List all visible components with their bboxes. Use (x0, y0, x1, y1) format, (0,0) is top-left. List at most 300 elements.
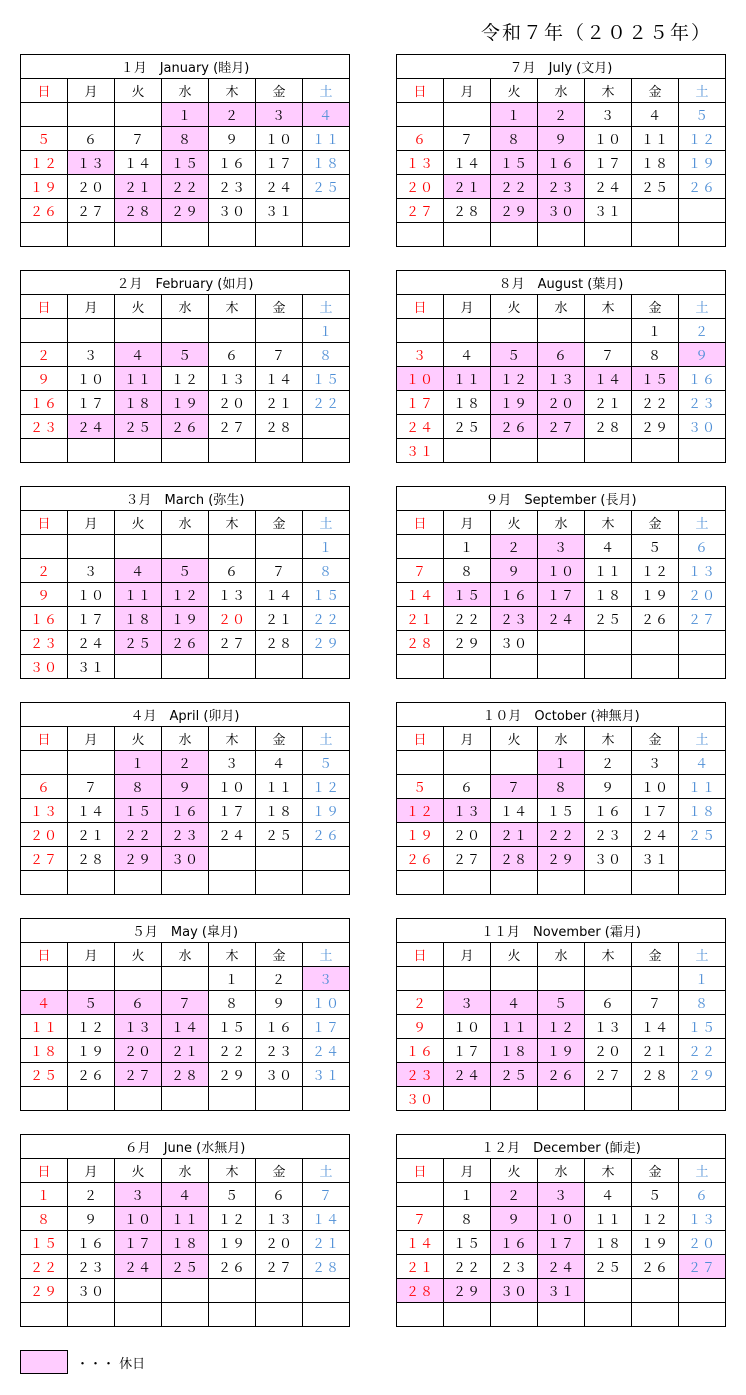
day-cell: ２２ (303, 607, 350, 631)
empty-cell (585, 223, 632, 247)
day-cell: １２ (162, 367, 209, 391)
weekday-header: 日 (397, 295, 444, 319)
day-cell: ３０ (68, 1279, 115, 1303)
day-cell: ２２ (303, 391, 350, 415)
day-cell: ５ (679, 103, 726, 127)
weekday-header: 土 (679, 79, 726, 103)
day-cell: ２６ (491, 415, 538, 439)
empty-cell (303, 199, 350, 223)
day-cell: ２４ (585, 175, 632, 199)
weekday-header: 月 (68, 295, 115, 319)
day-cell: １２ (209, 1207, 256, 1231)
weekday-header: 木 (585, 1159, 632, 1183)
weekday-header: 日 (21, 727, 68, 751)
empty-cell (209, 535, 256, 559)
weekday-header: 火 (491, 1159, 538, 1183)
day-cell: １ (444, 535, 491, 559)
empty-cell (585, 871, 632, 895)
day-cell: ３０ (397, 1087, 444, 1111)
empty-cell (303, 1279, 350, 1303)
empty-cell (162, 655, 209, 679)
empty-cell (162, 967, 209, 991)
day-cell: １２ (632, 1207, 679, 1231)
day-cell: ２ (397, 991, 444, 1015)
empty-cell (538, 223, 585, 247)
day-cell: ２６ (679, 175, 726, 199)
day-cell: ２７ (444, 847, 491, 871)
day-cell: ２８ (115, 199, 162, 223)
day-cell: １１ (585, 1207, 632, 1231)
day-cell: １９ (21, 175, 68, 199)
empty-cell (303, 1087, 350, 1111)
day-cell: １２ (632, 559, 679, 583)
day-cell: １ (162, 103, 209, 127)
weekday-header: 土 (679, 727, 726, 751)
day-cell: １ (115, 751, 162, 775)
empty-cell (162, 1303, 209, 1327)
empty-cell (303, 439, 350, 463)
empty-cell (679, 847, 726, 871)
day-cell: ３０ (679, 415, 726, 439)
day-cell: ８ (303, 343, 350, 367)
day-cell: ９ (209, 127, 256, 151)
day-cell: ５ (632, 535, 679, 559)
empty-cell (256, 847, 303, 871)
weekday-header: 土 (679, 1159, 726, 1183)
day-cell: １２ (303, 775, 350, 799)
weekday-header: 月 (444, 511, 491, 535)
weekday-header: 火 (491, 727, 538, 751)
day-cell: １８ (115, 391, 162, 415)
day-cell: ２７ (68, 199, 115, 223)
empty-cell (303, 655, 350, 679)
day-cell: １２ (538, 1015, 585, 1039)
day-cell: ３ (209, 751, 256, 775)
day-cell: ２２ (21, 1255, 68, 1279)
empty-cell (68, 1087, 115, 1111)
weekday-header: 火 (115, 943, 162, 967)
day-cell: １８ (585, 583, 632, 607)
empty-cell (21, 535, 68, 559)
empty-cell (444, 1303, 491, 1327)
day-cell: ３ (538, 1183, 585, 1207)
day-cell: ２６ (632, 1255, 679, 1279)
day-cell: ４ (303, 103, 350, 127)
weekday-header: 木 (585, 295, 632, 319)
day-cell: １５ (632, 367, 679, 391)
day-cell: ２３ (491, 1255, 538, 1279)
weekday-header: 土 (679, 511, 726, 535)
month-title: ２月 February (如月) (21, 271, 350, 295)
day-cell: ８ (162, 127, 209, 151)
day-cell: ２６ (209, 1255, 256, 1279)
day-cell: ６ (209, 343, 256, 367)
day-cell: ２ (679, 319, 726, 343)
empty-cell (256, 223, 303, 247)
empty-cell (491, 1303, 538, 1327)
day-cell: ２４ (444, 1063, 491, 1087)
day-cell: １５ (115, 799, 162, 823)
empty-cell (21, 1087, 68, 1111)
day-cell: ２５ (491, 1063, 538, 1087)
weekday-header: 水 (162, 1159, 209, 1183)
day-cell: １８ (585, 1231, 632, 1255)
day-cell: １２ (491, 367, 538, 391)
empty-cell (585, 631, 632, 655)
day-cell: ３ (538, 535, 585, 559)
day-cell: １３ (21, 799, 68, 823)
day-cell: ８ (444, 559, 491, 583)
day-cell: ２１ (444, 175, 491, 199)
day-cell: １３ (444, 799, 491, 823)
weekday-header: 木 (585, 727, 632, 751)
day-cell: ６ (21, 775, 68, 799)
page-title: 令和７年（２０２５年） (480, 22, 712, 44)
empty-cell (632, 655, 679, 679)
empty-cell (256, 439, 303, 463)
day-cell: １６ (68, 1231, 115, 1255)
day-cell: ２８ (585, 415, 632, 439)
month-title: １月 January (睦月) (21, 55, 350, 79)
day-cell: １０ (397, 367, 444, 391)
day-cell: ３ (585, 103, 632, 127)
day-cell: ３１ (585, 199, 632, 223)
empty-cell (679, 1303, 726, 1327)
day-cell: ３１ (256, 199, 303, 223)
day-cell: ３０ (256, 1063, 303, 1087)
empty-cell (68, 319, 115, 343)
day-cell: ２３ (491, 607, 538, 631)
day-cell: ４ (491, 991, 538, 1015)
day-cell: ２３ (21, 631, 68, 655)
month-title: ７月 July (文月) (397, 55, 726, 79)
day-cell: ２０ (679, 1231, 726, 1255)
empty-cell (115, 871, 162, 895)
weekday-header: 土 (679, 295, 726, 319)
month-calendar (20, 54, 350, 247)
weekday-header: 水 (162, 727, 209, 751)
empty-cell (68, 103, 115, 127)
day-cell: ２ (491, 1183, 538, 1207)
day-cell: ２５ (303, 175, 350, 199)
empty-cell (444, 871, 491, 895)
empty-cell (21, 751, 68, 775)
empty-cell (21, 103, 68, 127)
weekday-header: 土 (303, 295, 350, 319)
day-cell: ２７ (679, 607, 726, 631)
empty-cell (538, 871, 585, 895)
day-cell: １３ (256, 1207, 303, 1231)
day-cell: ２４ (68, 415, 115, 439)
month-title: ９月 September (長月) (397, 487, 726, 511)
day-cell: ６ (209, 559, 256, 583)
day-cell: １０ (68, 583, 115, 607)
day-cell: ９ (68, 1207, 115, 1231)
day-cell: ２１ (68, 823, 115, 847)
weekday-header: 火 (491, 511, 538, 535)
day-cell: ９ (162, 775, 209, 799)
weekday-header: 土 (679, 943, 726, 967)
holiday-legend-swatch (20, 1350, 68, 1374)
day-cell: １３ (68, 151, 115, 175)
empty-cell (585, 1279, 632, 1303)
day-cell: １８ (632, 151, 679, 175)
day-cell: ２ (256, 967, 303, 991)
day-cell: ８ (115, 775, 162, 799)
day-cell: １４ (303, 1207, 350, 1231)
day-cell: ６ (538, 343, 585, 367)
day-cell: １２ (68, 1015, 115, 1039)
empty-cell (115, 439, 162, 463)
day-cell: ７ (303, 1183, 350, 1207)
day-cell: １１ (115, 583, 162, 607)
empty-cell (397, 1183, 444, 1207)
empty-cell (115, 1303, 162, 1327)
empty-cell (491, 967, 538, 991)
weekday-header: 火 (115, 727, 162, 751)
day-cell: ２４ (397, 415, 444, 439)
day-cell: １６ (21, 391, 68, 415)
day-cell: ９ (679, 343, 726, 367)
weekday-header: 木 (585, 79, 632, 103)
weekday-header: 月 (444, 79, 491, 103)
day-cell: ２９ (491, 199, 538, 223)
empty-cell (444, 439, 491, 463)
day-cell: ４ (21, 991, 68, 1015)
day-cell: ２１ (397, 1255, 444, 1279)
weekday-header: 水 (538, 727, 585, 751)
day-cell: １６ (491, 583, 538, 607)
day-cell: ２６ (162, 631, 209, 655)
weekday-header: 金 (632, 1159, 679, 1183)
day-cell: １０ (303, 991, 350, 1015)
weekday-header: 月 (68, 511, 115, 535)
day-cell: １９ (162, 607, 209, 631)
day-cell: １２ (679, 127, 726, 151)
day-cell: ２８ (632, 1063, 679, 1087)
weekday-header: 月 (68, 79, 115, 103)
empty-cell (21, 967, 68, 991)
day-cell: ２７ (209, 415, 256, 439)
empty-cell (209, 847, 256, 871)
day-cell: ２ (585, 751, 632, 775)
empty-cell (256, 1279, 303, 1303)
day-cell: １０ (538, 559, 585, 583)
weekday-header: 金 (632, 295, 679, 319)
day-cell: ７ (444, 127, 491, 151)
weekday-header: 火 (115, 79, 162, 103)
empty-cell (303, 1303, 350, 1327)
empty-cell (68, 751, 115, 775)
day-cell: ６ (444, 775, 491, 799)
month-calendar (396, 54, 726, 247)
month-calendar (20, 270, 350, 463)
day-cell: １１ (491, 1015, 538, 1039)
day-cell: ９ (256, 991, 303, 1015)
empty-cell (491, 439, 538, 463)
day-cell: ２１ (256, 391, 303, 415)
day-cell: ２０ (209, 391, 256, 415)
weekday-header: 水 (538, 1159, 585, 1183)
day-cell: ７ (632, 991, 679, 1015)
month-calendar (396, 702, 726, 895)
weekday-header: 木 (209, 1159, 256, 1183)
day-cell: ６ (679, 535, 726, 559)
day-cell: １１ (444, 367, 491, 391)
day-cell: １７ (397, 391, 444, 415)
day-cell: １５ (162, 151, 209, 175)
day-cell: ４ (585, 535, 632, 559)
month-calendar (20, 1134, 350, 1327)
day-cell: １６ (491, 1231, 538, 1255)
empty-cell (491, 319, 538, 343)
day-cell: ２５ (115, 415, 162, 439)
day-cell: ７ (397, 1207, 444, 1231)
day-cell: ９ (397, 1015, 444, 1039)
day-cell: ３ (68, 343, 115, 367)
day-cell: １３ (115, 1015, 162, 1039)
empty-cell (538, 967, 585, 991)
weekday-header: 金 (256, 1159, 303, 1183)
empty-cell (679, 631, 726, 655)
day-cell: ２３ (21, 415, 68, 439)
weekday-header: 水 (538, 511, 585, 535)
month-title: ４月 April (卯月) (21, 703, 350, 727)
day-cell: ２１ (632, 1039, 679, 1063)
weekday-header: 日 (397, 511, 444, 535)
weekday-header: 日 (21, 943, 68, 967)
day-cell: １６ (21, 607, 68, 631)
empty-cell (632, 223, 679, 247)
day-cell: ５ (303, 751, 350, 775)
empty-cell (68, 535, 115, 559)
day-cell: ２９ (444, 1279, 491, 1303)
day-cell: １１ (632, 127, 679, 151)
day-cell: １９ (162, 391, 209, 415)
empty-cell (632, 871, 679, 895)
empty-cell (209, 319, 256, 343)
empty-cell (256, 1303, 303, 1327)
weekday-header: 水 (162, 943, 209, 967)
day-cell: １ (21, 1183, 68, 1207)
weekday-header: 月 (68, 1159, 115, 1183)
empty-cell (303, 223, 350, 247)
empty-cell (444, 751, 491, 775)
empty-cell (538, 1303, 585, 1327)
empty-cell (491, 223, 538, 247)
day-cell: ２１ (303, 1231, 350, 1255)
empty-cell (209, 655, 256, 679)
day-cell: １４ (115, 151, 162, 175)
day-cell: １７ (209, 799, 256, 823)
day-cell: ５ (397, 775, 444, 799)
empty-cell (21, 439, 68, 463)
day-cell: １２ (21, 151, 68, 175)
empty-cell (21, 871, 68, 895)
day-cell: ６ (585, 991, 632, 1015)
weekday-header: 木 (209, 511, 256, 535)
day-cell: １２ (397, 799, 444, 823)
day-cell: ２５ (679, 823, 726, 847)
empty-cell (68, 223, 115, 247)
empty-cell (115, 319, 162, 343)
day-cell: ２２ (115, 823, 162, 847)
weekday-header: 水 (538, 79, 585, 103)
empty-cell (444, 967, 491, 991)
empty-cell (256, 535, 303, 559)
day-cell: ２ (538, 103, 585, 127)
empty-cell (632, 1303, 679, 1327)
day-cell: ２０ (115, 1039, 162, 1063)
month-title: ５月 May (皐月) (21, 919, 350, 943)
day-cell: ３１ (632, 847, 679, 871)
empty-cell (68, 1303, 115, 1327)
empty-cell (256, 1087, 303, 1111)
day-cell: ２６ (303, 823, 350, 847)
day-cell: １６ (397, 1039, 444, 1063)
empty-cell (115, 103, 162, 127)
day-cell: ２８ (303, 1255, 350, 1279)
empty-cell (491, 751, 538, 775)
weekday-header: 月 (68, 943, 115, 967)
day-cell: １ (209, 967, 256, 991)
empty-cell (679, 439, 726, 463)
empty-cell (68, 871, 115, 895)
day-cell: １９ (209, 1231, 256, 1255)
day-cell: ２５ (115, 631, 162, 655)
day-cell: １９ (397, 823, 444, 847)
day-cell: ２４ (303, 1039, 350, 1063)
day-cell: ２９ (632, 415, 679, 439)
day-cell: １６ (162, 799, 209, 823)
day-cell: ３ (632, 751, 679, 775)
empty-cell (585, 439, 632, 463)
month-calendar (396, 486, 726, 679)
day-cell: １８ (256, 799, 303, 823)
day-cell: ２４ (68, 631, 115, 655)
day-cell: ５ (162, 559, 209, 583)
day-cell: １ (444, 1183, 491, 1207)
day-cell: １５ (209, 1015, 256, 1039)
day-cell: １６ (538, 151, 585, 175)
day-cell: １７ (444, 1039, 491, 1063)
weekday-header: 土 (303, 943, 350, 967)
empty-cell (397, 223, 444, 247)
day-cell: ２４ (538, 1255, 585, 1279)
day-cell: ２９ (444, 631, 491, 655)
day-cell: １７ (632, 799, 679, 823)
weekday-header: 金 (256, 943, 303, 967)
empty-cell (632, 1087, 679, 1111)
empty-cell (162, 319, 209, 343)
day-cell: ２６ (162, 415, 209, 439)
day-cell: ２０ (397, 175, 444, 199)
day-cell: ２ (21, 343, 68, 367)
day-cell: ２０ (256, 1231, 303, 1255)
weekday-header: 木 (585, 511, 632, 535)
day-cell: ２ (68, 1183, 115, 1207)
weekday-header: 水 (162, 511, 209, 535)
day-cell: ２１ (115, 175, 162, 199)
empty-cell (491, 655, 538, 679)
day-cell: １６ (679, 367, 726, 391)
day-cell: １３ (209, 583, 256, 607)
day-cell: １３ (397, 151, 444, 175)
day-cell: ２８ (491, 847, 538, 871)
weekday-header: 木 (209, 79, 256, 103)
empty-cell (162, 871, 209, 895)
day-cell: ３１ (397, 439, 444, 463)
